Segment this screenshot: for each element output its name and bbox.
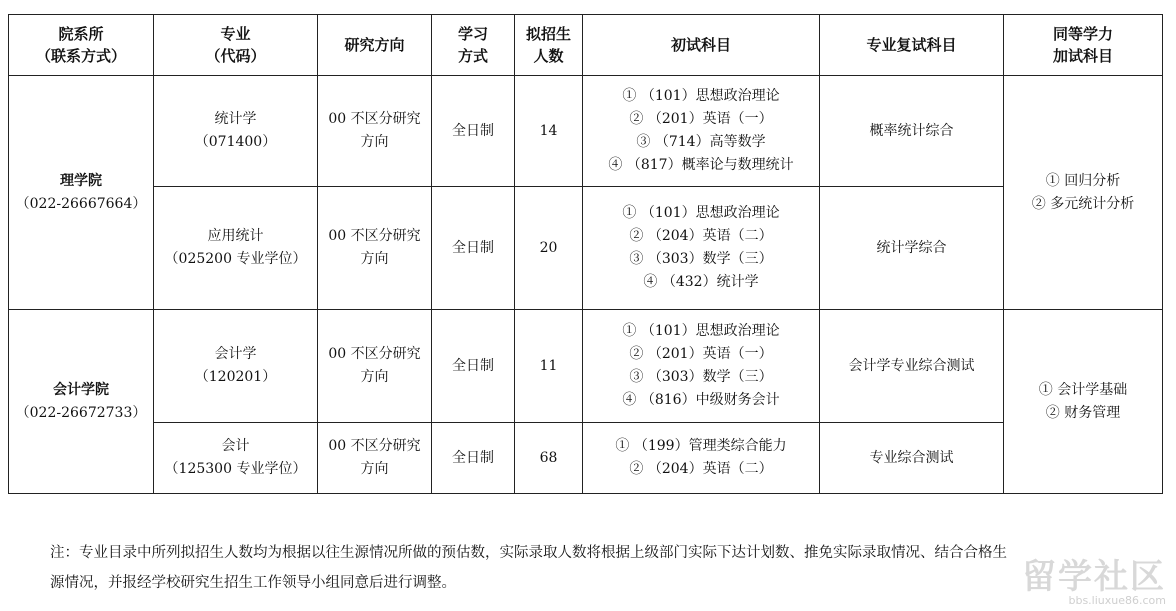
major-cell: 会计 （125300 专业学位）: [154, 423, 318, 494]
count-cell: 14: [515, 76, 583, 187]
header-mode: 学习 方式: [432, 15, 515, 76]
watermark-logo-text: 留学社区: [1022, 557, 1166, 597]
footnote-line: 注：专业目录中所列拟招生人数均为根据以往生源情况所做的预估数，实际录取人数将根据上级部门实际下达计划数、推免实际录取情况、结合合格生: [50, 545, 1007, 561]
dept-cell: 会计学院 （022-26672733）: [9, 310, 154, 494]
subjects-cell: ① （101）思想政治理论 ② （201）英语（一） ③ （303）数学（三） ④ （816）中级财务会计: [583, 310, 820, 423]
direction-cell: 00 不区分研究 方向: [318, 310, 432, 423]
header-row: [9, 15, 1163, 76]
footnote: [50, 538, 1130, 598]
table-row: [9, 76, 1163, 187]
additional-cell: ① 会计学基础 ② 财务管理: [1004, 310, 1163, 494]
major-cell: 会计学 （120201）: [154, 310, 318, 423]
mode-cell: 全日制: [432, 310, 515, 423]
subjects-cell: ① （101）思想政治理论 ② （201）英语（一） ③ （714）高等数学 ④ （817）概率论与数理统计: [583, 76, 820, 187]
header-major: 专业 （代码）: [154, 15, 318, 76]
table-row: [9, 187, 1163, 310]
table-row: [9, 423, 1163, 494]
table-row: [9, 310, 1163, 423]
mode-cell: 全日制: [432, 423, 515, 494]
retest-cell: 概率统计综合: [820, 76, 1004, 187]
major-cell: 应用统计 （025200 专业学位）: [154, 187, 318, 310]
mode-cell: 全日制: [432, 76, 515, 187]
watermark-url: bbs.liuxue86.com: [1068, 594, 1166, 607]
dept-cell: 理学院 （022-26667664）: [9, 76, 154, 310]
count-cell: 20: [515, 187, 583, 310]
retest-cell: 专业综合测试: [820, 423, 1004, 494]
direction-cell: 00 不区分研究 方向: [318, 76, 432, 187]
admissions-catalog-table: [8, 14, 1163, 494]
header-additional: 同等学力 加试科目: [1004, 15, 1163, 76]
subjects-cell: ① （101）思想政治理论 ② （204）英语（二） ③ （303）数学（三） ④ （432）统计学: [583, 187, 820, 310]
header-exam: 初试科目: [583, 15, 820, 76]
direction-cell: 00 不区分研究 方向: [318, 423, 432, 494]
direction-cell: 00 不区分研究 方向: [318, 187, 432, 310]
header-retest: 专业复试科目: [820, 15, 1004, 76]
major-cell: 统计学 （071400）: [154, 76, 318, 187]
mode-cell: 全日制: [432, 187, 515, 310]
footnote-line: 源情况，并报经学校研究生招生工作领导小组同意后进行调整。: [50, 575, 456, 591]
subjects-cell: ① （199）管理类综合能力 ② （204）英语（二）: [583, 423, 820, 494]
retest-cell: 统计学综合: [820, 187, 1004, 310]
header-enroll: 拟招生 人数: [515, 15, 583, 76]
count-cell: 68: [515, 423, 583, 494]
watermark: [1022, 559, 1166, 607]
additional-cell: ① 回归分析 ② 多元统计分析: [1004, 76, 1163, 310]
header-direction: 研究方向: [318, 15, 432, 76]
header-dept: 院系所 （联系方式）: [9, 15, 154, 76]
retest-cell: 会计学专业综合测试: [820, 310, 1004, 423]
count-cell: 11: [515, 310, 583, 423]
